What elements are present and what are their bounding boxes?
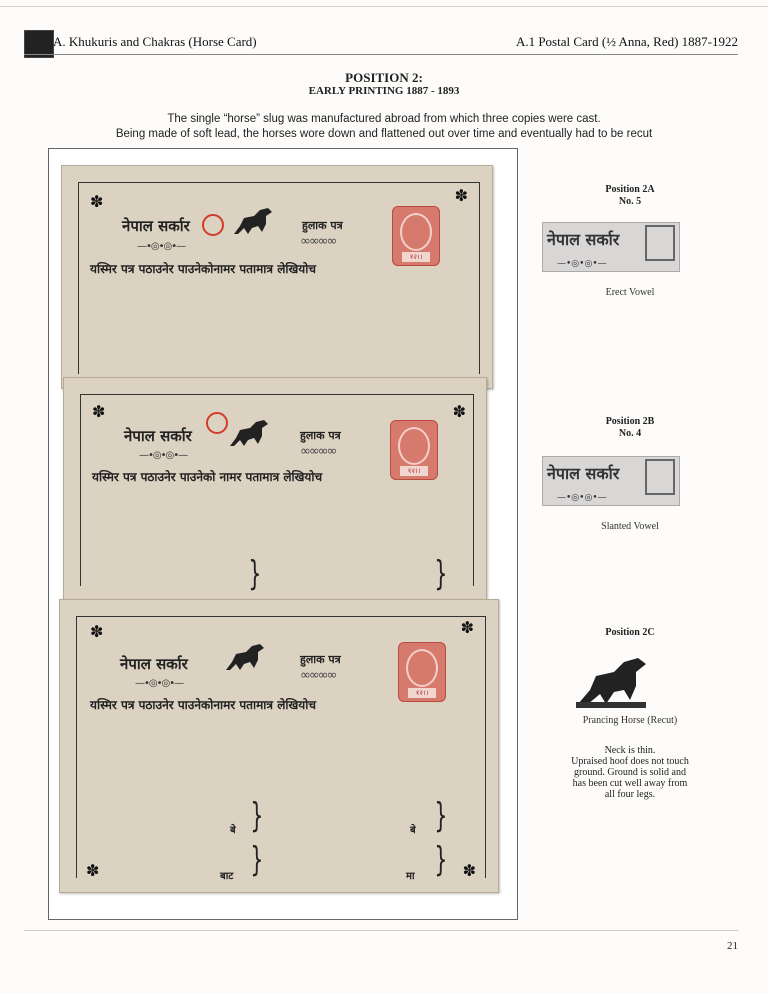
brace-mark: } xyxy=(434,796,448,836)
description xyxy=(0,112,768,142)
stamp-value: १२।। xyxy=(402,252,430,262)
bottom-rule xyxy=(24,930,738,931)
card-address-line: यस्मिर पत्र पठाउनेर पाउनेकोनामर पतामात्र लेखियोच xyxy=(90,698,316,712)
card-address-line: यस्मिर पत्र पठाउनेर पाउनेकोनामर पतामात्र लेखियोच xyxy=(90,262,316,276)
stamp-value: १२।। xyxy=(400,466,428,476)
corner-ornament-icon: ✽ xyxy=(90,622,104,641)
ornament-row: —•◎•◎•— xyxy=(557,259,607,269)
detail-text: नेपाल सर्कार xyxy=(547,464,620,483)
detail-text: नेपाल सर्कार xyxy=(547,230,620,249)
postal-card-2 xyxy=(63,377,487,601)
position-2c-caption: Prancing Horse (Recut) xyxy=(582,715,678,726)
to-label: बे xyxy=(230,825,236,836)
ornament-row: —•◎•◎•— xyxy=(139,450,188,461)
position-2b-number: No. 4 xyxy=(618,428,642,439)
horse-icon xyxy=(230,204,276,238)
stamp-face xyxy=(398,427,430,465)
from-label-right: मा xyxy=(406,871,415,882)
note-line: has been cut well away from xyxy=(572,778,688,789)
position-2b-title: Position 2B xyxy=(605,416,655,427)
wave-ornament: ∞∞∞∞ xyxy=(300,234,336,249)
card-post-text: हुलाक पत्र xyxy=(300,653,341,666)
card-nepal-text: नेपाल सर्कार xyxy=(122,217,190,235)
header-section-title: A. Khukuris and Chakras (Horse Card) xyxy=(53,34,257,49)
ornament-row: —•◎•◎•— xyxy=(135,678,184,689)
stamp-imprint xyxy=(398,642,446,702)
position-2a-caption: Erect Vowel xyxy=(605,287,655,298)
postal-card-3 xyxy=(59,599,499,893)
highlight-box xyxy=(645,225,675,261)
vowel-circle-mark xyxy=(202,214,224,236)
position-2b-caption: Slanted Vowel xyxy=(601,521,659,532)
position-2a-title: Position 2A xyxy=(605,184,655,195)
ornament-row: —•◎•◎•— xyxy=(137,241,186,252)
note-line: Neck is thin. xyxy=(604,745,656,756)
corner-ornament-icon: ✽ xyxy=(452,402,466,421)
stamp-imprint xyxy=(390,420,438,480)
position-2a-number: No. 5 xyxy=(618,196,642,207)
brace-mark: } xyxy=(250,840,264,880)
header-catalog-title: A.1 Postal Card (½ Anna, Red) 1887-1922 xyxy=(515,34,738,49)
horse-icon xyxy=(222,640,268,674)
brace-mark: } xyxy=(248,554,262,594)
corner-ornament-icon: ✽ xyxy=(460,618,474,637)
horse-icon xyxy=(226,416,272,450)
corner-ornament-icon: ✽ xyxy=(462,861,476,880)
ornament-row: —•◎•◎•— xyxy=(557,493,607,503)
card-address-line: यस्मिर पत्र पठाउनेर पाउनेको नामर पतामात्र लेखियोच xyxy=(92,470,323,484)
from-label: बाट xyxy=(220,871,234,882)
cards-frame xyxy=(48,148,518,920)
corner-ornament-icon: ✽ xyxy=(90,192,104,211)
card-post-text: हुलाक पत्र xyxy=(302,219,343,232)
card-nepal-text: नेपाल सर्कार xyxy=(124,427,192,445)
description-line-2: Being made of soft lead, the horses wore down and flattened out over time and eventually had to be recut xyxy=(115,128,653,140)
header-rule xyxy=(24,54,738,55)
top-rule xyxy=(0,6,768,7)
corner-ornament-icon: ✽ xyxy=(92,402,106,421)
brace-mark: } xyxy=(250,796,264,836)
page-subtitle: EARLY PRINTING 1887 - 1893 xyxy=(308,85,460,97)
note-line: ground. Ground is solid and xyxy=(574,767,686,778)
page-number: 21 xyxy=(727,940,738,952)
corner-ornament-icon: ✽ xyxy=(86,861,100,880)
card-nepal-text: नेपाल सर्कार xyxy=(120,655,188,673)
corner-ornament-icon: ✽ xyxy=(454,186,468,205)
description-line-1: The single “horse” slug was manufactured abroad from which three copies were cast. xyxy=(167,113,601,125)
recut-horse-icon xyxy=(572,652,656,710)
stamp-face xyxy=(400,213,432,251)
stamp-face xyxy=(406,649,438,687)
stamp-value: १२।। xyxy=(408,688,436,698)
position-2c-title: Position 2C xyxy=(605,627,655,638)
wave-ornament: ∞∞∞∞ xyxy=(300,444,336,459)
position-2b-detail xyxy=(542,456,680,506)
note-line: Upraised hoof does not touch xyxy=(571,756,689,767)
postal-card-1 xyxy=(61,165,493,389)
position-2c-label xyxy=(540,627,720,639)
wave-ornament: ∞∞∞∞ xyxy=(300,668,336,683)
note-line: all four legs. xyxy=(604,789,656,800)
recut-notes xyxy=(544,745,716,800)
card-post-text: हुलाक पत्र xyxy=(300,429,341,442)
vowel-circle-mark xyxy=(206,412,228,434)
stamp-imprint xyxy=(392,206,440,266)
position-2a-label xyxy=(540,184,720,208)
to-label-right: बे xyxy=(410,825,416,836)
brace-mark: } xyxy=(434,554,448,594)
highlight-box xyxy=(645,459,675,495)
position-2b-label xyxy=(540,416,720,440)
brace-mark: } xyxy=(434,840,448,880)
page-title: POSITION 2: xyxy=(345,70,423,85)
position-2a-detail xyxy=(542,222,680,272)
